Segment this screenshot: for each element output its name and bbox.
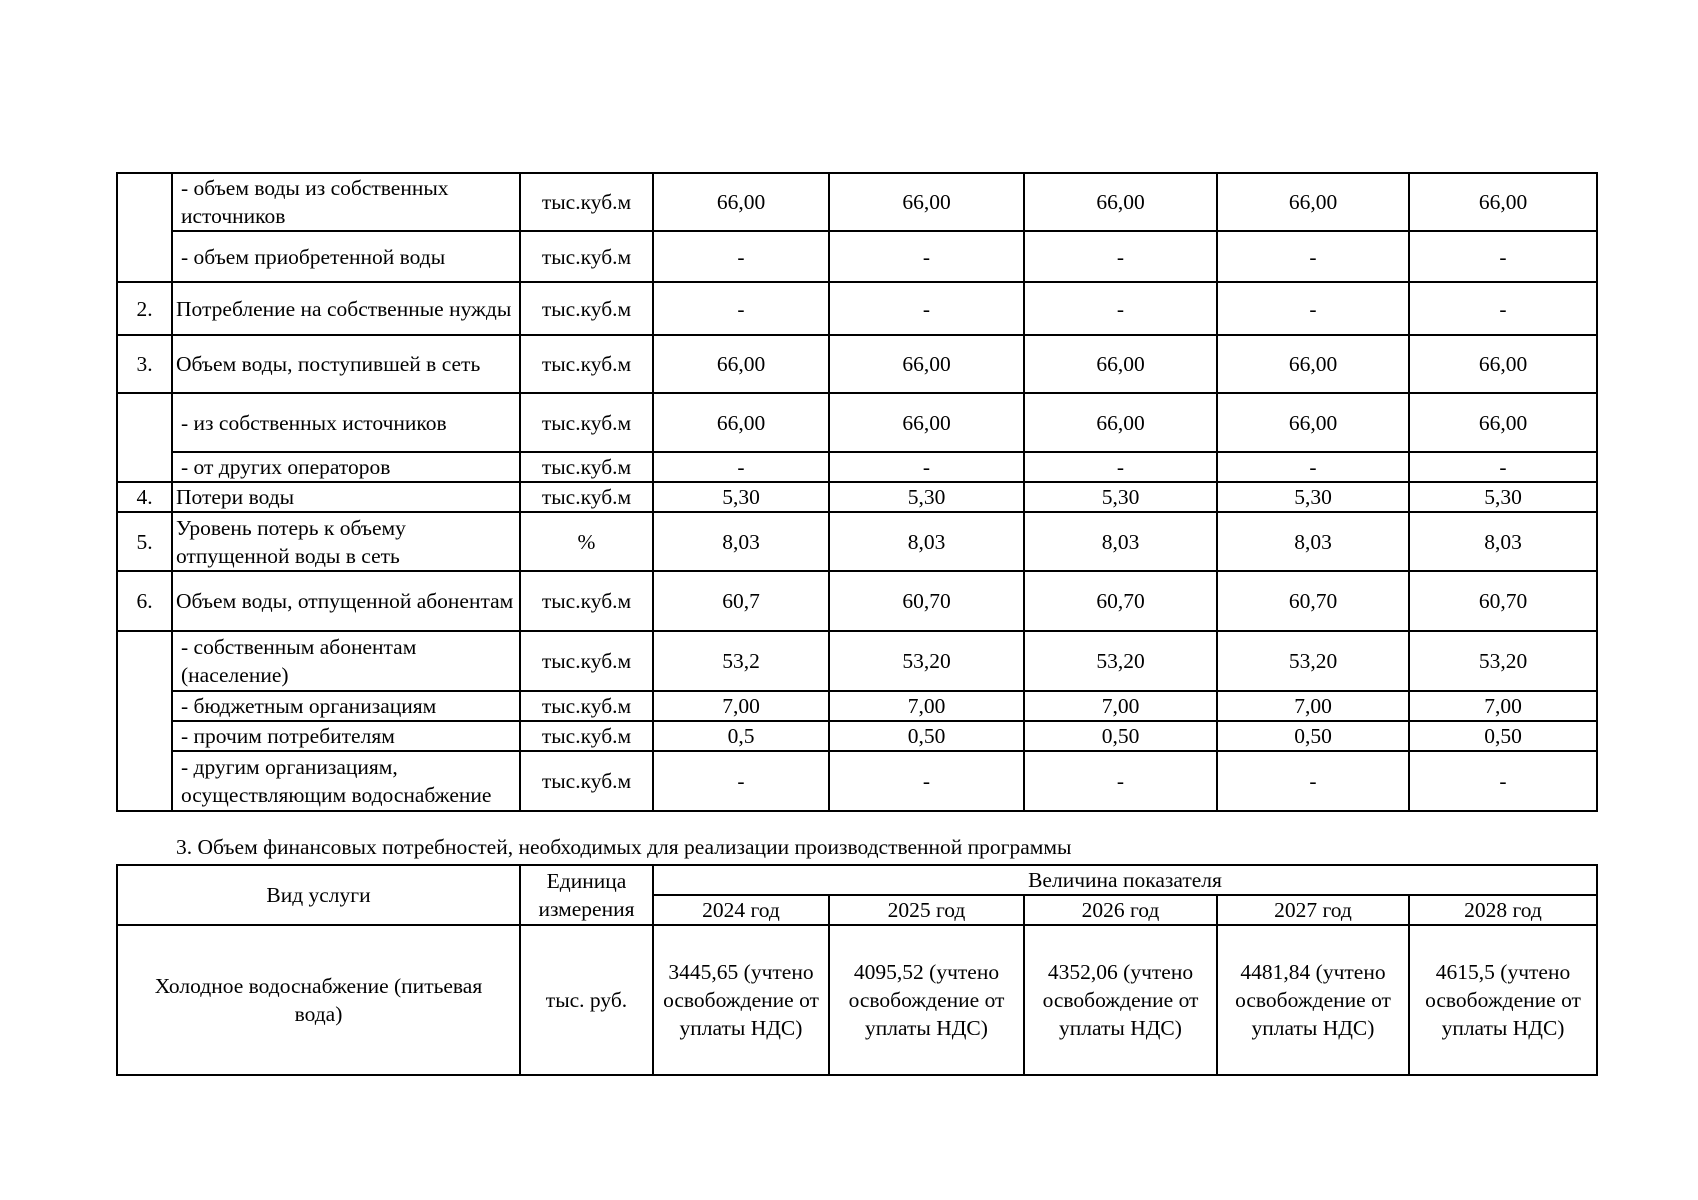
value-cell: - bbox=[1409, 282, 1597, 335]
value-cell: - bbox=[653, 231, 829, 282]
table-row bbox=[117, 571, 1597, 631]
value-cell: 4481,84 (учтено освобождение от уплаты НДС) bbox=[1217, 925, 1409, 1075]
value-cell: 0,50 bbox=[1409, 721, 1597, 751]
value-cell: 53,20 bbox=[829, 631, 1024, 691]
unit-cell: тыс.куб.м bbox=[520, 282, 653, 335]
value-cell: 66,00 bbox=[1217, 393, 1409, 452]
table-row bbox=[117, 691, 1597, 721]
water-balance-table bbox=[116, 172, 1598, 812]
indicator-name: - бюджетным организациям bbox=[172, 691, 520, 721]
value-cell: 60,70 bbox=[1024, 571, 1217, 631]
unit-cell: тыс.куб.м bbox=[520, 231, 653, 282]
value-cell: 60,70 bbox=[829, 571, 1024, 631]
row-number: 6. bbox=[117, 571, 172, 631]
value-cell: 4615,5 (учтено освобождение от уплаты НДС) bbox=[1409, 925, 1597, 1075]
unit-cell: тыс.куб.м bbox=[520, 721, 653, 751]
value-cell: 7,00 bbox=[1217, 691, 1409, 721]
value-cell: 0,50 bbox=[1217, 721, 1409, 751]
row-number bbox=[117, 631, 172, 811]
unit-cell: тыс.куб.м bbox=[520, 452, 653, 482]
value-cell: 66,00 bbox=[1217, 173, 1409, 231]
value-cell: - bbox=[1217, 231, 1409, 282]
indicator-name: Потери воды bbox=[172, 482, 520, 512]
row-number: 2. bbox=[117, 282, 172, 335]
indicator-name: Потребление на собственные нужды bbox=[172, 282, 520, 335]
value-cell: 53,20 bbox=[1024, 631, 1217, 691]
year-header: 2027 год bbox=[1217, 895, 1409, 925]
value-cell: - bbox=[653, 452, 829, 482]
table-row bbox=[117, 231, 1597, 282]
value-cell: 5,30 bbox=[1217, 482, 1409, 512]
value-cell: 0,50 bbox=[829, 721, 1024, 751]
value-cell: - bbox=[1409, 751, 1597, 811]
indicator-name: - от других операторов bbox=[172, 452, 520, 482]
indicator-name: - собственным абонентам (население) bbox=[172, 631, 520, 691]
value-cell: 66,00 bbox=[653, 393, 829, 452]
unit-cell: тыс.куб.м bbox=[520, 691, 653, 721]
value-cell: 7,00 bbox=[653, 691, 829, 721]
value-cell: 0,50 bbox=[1024, 721, 1217, 751]
unit-cell: % bbox=[520, 512, 653, 571]
table-row bbox=[117, 282, 1597, 335]
value-cell: - bbox=[1217, 282, 1409, 335]
value-cell: - bbox=[1409, 231, 1597, 282]
header-service: Вид услуги bbox=[117, 865, 520, 925]
value-cell: - bbox=[1409, 452, 1597, 482]
table-row bbox=[117, 452, 1597, 482]
value-cell: 4352,06 (учтено освобождение от уплаты НДС) bbox=[1024, 925, 1217, 1075]
table-row bbox=[117, 512, 1597, 571]
unit-cell: тыс.куб.м bbox=[520, 393, 653, 452]
row-number bbox=[117, 393, 172, 482]
value-cell: 8,03 bbox=[1217, 512, 1409, 571]
unit-cell: тыс.куб.м bbox=[520, 335, 653, 393]
value-cell: - bbox=[829, 231, 1024, 282]
table-row bbox=[117, 393, 1597, 452]
unit-cell: тыс.куб.м bbox=[520, 482, 653, 512]
value-cell: - bbox=[1217, 751, 1409, 811]
value-cell: 7,00 bbox=[1409, 691, 1597, 721]
value-cell: - bbox=[829, 452, 1024, 482]
value-cell: 60,7 bbox=[653, 571, 829, 631]
table-row bbox=[117, 751, 1597, 811]
table-row bbox=[117, 173, 1597, 231]
value-cell: 66,00 bbox=[1024, 335, 1217, 393]
value-cell: 5,30 bbox=[653, 482, 829, 512]
row-number: 5. bbox=[117, 512, 172, 571]
service-name: Холодное водоснабжение (питьевая вода) bbox=[117, 925, 520, 1075]
unit-cell: тыс.куб.м bbox=[520, 173, 653, 231]
value-cell: 66,00 bbox=[1024, 393, 1217, 452]
year-header: 2026 год bbox=[1024, 895, 1217, 925]
value-cell: 66,00 bbox=[1024, 173, 1217, 231]
value-cell: - bbox=[829, 282, 1024, 335]
value-cell: - bbox=[1217, 452, 1409, 482]
unit-cell: тыс.куб.м bbox=[520, 631, 653, 691]
value-cell: 66,00 bbox=[829, 393, 1024, 452]
value-cell: - bbox=[653, 751, 829, 811]
table-row bbox=[117, 721, 1597, 751]
value-cell: 53,20 bbox=[1217, 631, 1409, 691]
value-cell: 60,70 bbox=[1217, 571, 1409, 631]
value-cell: - bbox=[1024, 452, 1217, 482]
indicator-name: - прочим потребителям bbox=[172, 721, 520, 751]
value-cell: 8,03 bbox=[653, 512, 829, 571]
value-cell: - bbox=[829, 751, 1024, 811]
value-cell: 5,30 bbox=[1409, 482, 1597, 512]
financial-needs-table bbox=[116, 864, 1598, 1076]
year-header: 2025 год bbox=[829, 895, 1024, 925]
value-cell: 8,03 bbox=[1024, 512, 1217, 571]
indicator-name: Уровень потерь к объему отпущенной воды в сеть bbox=[172, 512, 520, 571]
value-cell: 7,00 bbox=[829, 691, 1024, 721]
indicator-name: Объем воды, отпущенной абонентам bbox=[172, 571, 520, 631]
year-header: 2028 год bbox=[1409, 895, 1597, 925]
header-row bbox=[117, 865, 1597, 895]
unit-cell: тыс.куб.м bbox=[520, 571, 653, 631]
year-header: 2024 год bbox=[653, 895, 829, 925]
value-cell: 8,03 bbox=[1409, 512, 1597, 571]
value-cell: 4095,52 (учтено освобождение от уплаты НДС) bbox=[829, 925, 1024, 1075]
row-number bbox=[117, 173, 172, 282]
value-cell: - bbox=[1024, 751, 1217, 811]
value-cell: 7,00 bbox=[1024, 691, 1217, 721]
table-row bbox=[117, 631, 1597, 691]
value-cell: 5,30 bbox=[829, 482, 1024, 512]
unit-cell: тыс. руб. bbox=[520, 925, 653, 1075]
value-cell: 8,03 bbox=[829, 512, 1024, 571]
table-row bbox=[117, 335, 1597, 393]
value-cell: 5,30 bbox=[1024, 482, 1217, 512]
value-cell: 66,00 bbox=[829, 335, 1024, 393]
value-cell: 66,00 bbox=[653, 173, 829, 231]
value-cell: 3445,65 (учтено освобождение от уплаты НДС) bbox=[653, 925, 829, 1075]
section-title: 3. Объем финансовых потребностей, необходимых для реализации производственной программы bbox=[176, 835, 1072, 859]
indicator-name: - другим организациям, осуществляющим водоснабжение bbox=[172, 751, 520, 811]
indicator-name: - из собственных источников bbox=[172, 393, 520, 452]
row-number: 4. bbox=[117, 482, 172, 512]
header-value: Величина показателя bbox=[653, 865, 1597, 895]
indicator-name: Объем воды, поступившей в сеть bbox=[172, 335, 520, 393]
indicator-name: - объем воды из собственных источников bbox=[172, 173, 520, 231]
value-cell: 66,00 bbox=[1409, 393, 1597, 452]
table-row bbox=[117, 482, 1597, 512]
value-cell: 53,20 bbox=[1409, 631, 1597, 691]
row-number: 3. bbox=[117, 335, 172, 393]
table-row bbox=[117, 925, 1597, 1075]
value-cell: 60,70 bbox=[1409, 571, 1597, 631]
value-cell: 66,00 bbox=[829, 173, 1024, 231]
value-cell: - bbox=[653, 282, 829, 335]
value-cell: 66,00 bbox=[1409, 173, 1597, 231]
value-cell: 0,5 bbox=[653, 721, 829, 751]
value-cell: 53,2 bbox=[653, 631, 829, 691]
header-unit: Единица измерения bbox=[520, 865, 653, 925]
value-cell: 66,00 bbox=[1409, 335, 1597, 393]
value-cell: - bbox=[1024, 282, 1217, 335]
indicator-name: - объем приобретенной воды bbox=[172, 231, 520, 282]
value-cell: 66,00 bbox=[1217, 335, 1409, 393]
value-cell: 66,00 bbox=[653, 335, 829, 393]
unit-cell: тыс.куб.м bbox=[520, 751, 653, 811]
value-cell: - bbox=[1024, 231, 1217, 282]
